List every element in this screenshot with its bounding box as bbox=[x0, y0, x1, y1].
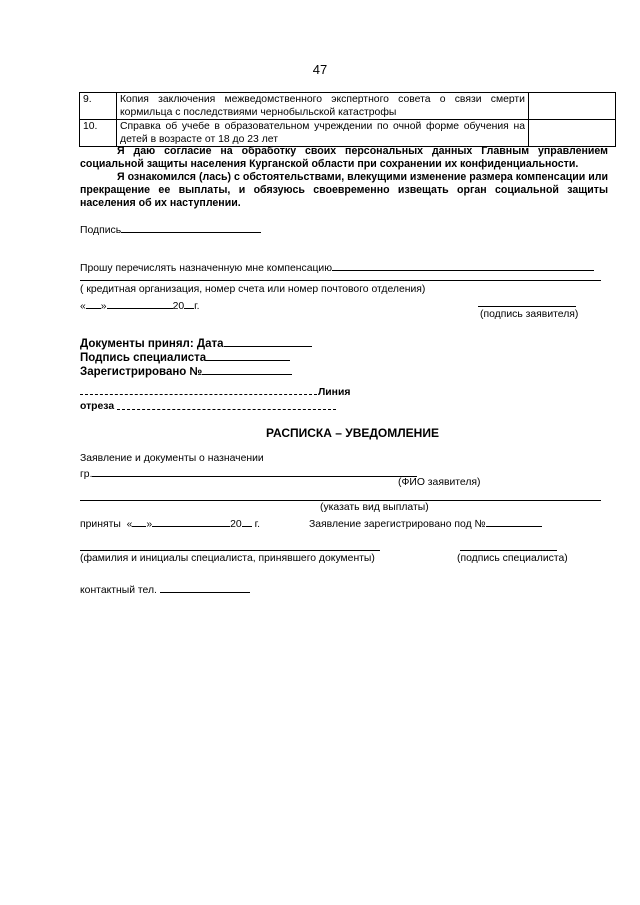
row-text: Справка об учебе в образовательном учреждении по очной форме обучения на детей в возрасте от 18 до 23 лет bbox=[117, 120, 529, 147]
receipt-registered-row bbox=[309, 515, 542, 530]
signature-label: Подпись bbox=[80, 225, 122, 236]
specialist-fio-hint: (фамилия и инициалы специалиста, принявшего документы) bbox=[80, 553, 375, 564]
receipt-accepted-row bbox=[80, 515, 260, 530]
transfer-field[interactable] bbox=[332, 259, 594, 271]
receipt-registered-label: Заявление зарегистрировано под № bbox=[309, 519, 486, 530]
specialist-sign-hint: (подпись специалиста) bbox=[457, 553, 568, 564]
gr-label: гр. bbox=[80, 469, 93, 480]
month-field[interactable] bbox=[107, 297, 173, 309]
specialist-sign-field[interactable] bbox=[206, 348, 290, 361]
accepted-date-label: Документы принял: Дата bbox=[80, 338, 224, 350]
payment-type-hint: (указать вид выплаты) bbox=[320, 502, 429, 513]
signature-row bbox=[80, 221, 261, 236]
specialist-sign-line[interactable] bbox=[460, 550, 557, 551]
table-row bbox=[80, 93, 616, 120]
registered-label: Зарегистрировано № bbox=[80, 366, 203, 378]
year-field[interactable] bbox=[242, 515, 252, 527]
receipt-title: РАСПИСКА – УВЕДОМЛЕНИЕ bbox=[266, 426, 439, 440]
day-field[interactable] bbox=[86, 297, 101, 309]
consent-paragraph-2: Я ознакомился (лась) с обстоятельствами, влекущими изменение размера компенсации или прекращение ее выплаты, и обязуюсь своевременно извещать орган социальной защиты населения об их наступлении. bbox=[80, 171, 608, 209]
year-prefix: 20 bbox=[230, 519, 242, 530]
row-number: 9. bbox=[80, 93, 117, 120]
signature-field[interactable] bbox=[121, 221, 261, 233]
transfer-hint: ( кредитная организация, номер счета или номер почтового отделения) bbox=[80, 284, 426, 295]
transfer-second-line[interactable] bbox=[80, 280, 601, 281]
registered-field[interactable] bbox=[202, 362, 292, 375]
transfer-row bbox=[80, 259, 594, 274]
transfer-label: Прошу перечислять назначенную мне компенсацию bbox=[80, 263, 333, 274]
date-close-quote: » bbox=[100, 301, 107, 312]
transfer-date-row bbox=[80, 297, 200, 312]
row-empty-cell bbox=[529, 93, 616, 120]
year-suffix: г. bbox=[194, 301, 200, 312]
phone-row bbox=[80, 581, 250, 596]
specialist-sign-label: Подпись специалиста bbox=[80, 352, 207, 364]
year-field[interactable] bbox=[184, 297, 194, 309]
date-open-quote: « bbox=[80, 301, 86, 312]
receipt-registered-field[interactable] bbox=[486, 515, 542, 527]
row-number: 10. bbox=[80, 120, 117, 147]
documents-table bbox=[79, 92, 616, 147]
date-open-quote: « bbox=[126, 519, 133, 530]
accepted-date-field[interactable] bbox=[224, 334, 312, 347]
applicant-signature-line[interactable] bbox=[478, 306, 576, 307]
payment-type-line[interactable] bbox=[80, 500, 601, 501]
cut-line-bottom bbox=[117, 409, 336, 410]
month-field[interactable] bbox=[152, 515, 230, 527]
cut-line-top bbox=[80, 394, 317, 395]
date-close-quote: » bbox=[146, 519, 153, 530]
receipt-line1: Заявление и документы о назначении bbox=[80, 453, 264, 464]
cut-word: отреза bbox=[80, 401, 115, 412]
phone-label: контактный тел. bbox=[80, 585, 157, 596]
specialist-fio-line[interactable] bbox=[80, 550, 380, 551]
registered-row bbox=[80, 362, 292, 378]
year-suffix: г. bbox=[254, 519, 261, 530]
receipt-gr-row bbox=[80, 465, 417, 480]
cut-line-word: Линия bbox=[318, 387, 351, 398]
table-row bbox=[80, 120, 616, 147]
accepted-label: приняты bbox=[80, 519, 121, 530]
fio-hint: (ФИО заявителя) bbox=[398, 477, 481, 488]
year-prefix: 20 bbox=[172, 301, 185, 312]
day-field[interactable] bbox=[132, 515, 146, 527]
row-text: Копия заключения межведомственного экспертного совета о связи смерти кормильца с последствиями чернобыльской катастрофы bbox=[117, 93, 529, 120]
applicant-fio-field[interactable] bbox=[92, 465, 417, 477]
row-empty-cell bbox=[529, 120, 616, 147]
applicant-signature-hint: (подпись заявителя) bbox=[480, 309, 579, 320]
phone-field[interactable] bbox=[160, 581, 250, 593]
consent-paragraph-1: Я даю согласие на обработку своих персональных данных Главным управлением социальной защиты населения Курганской области при сохранении их конфиденциальности. bbox=[80, 145, 608, 170]
page-number: 47 bbox=[312, 62, 328, 77]
